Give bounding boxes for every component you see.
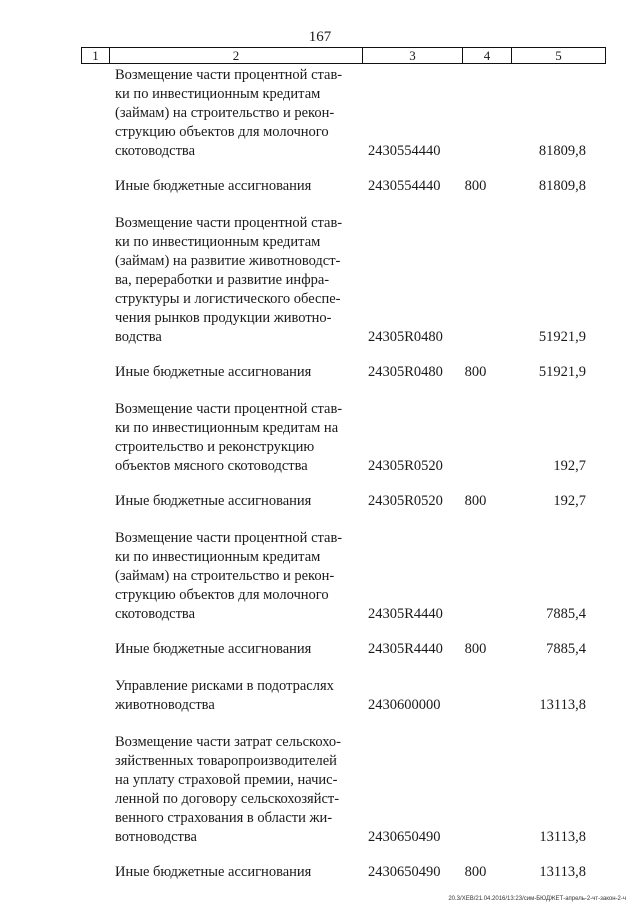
row-code: 24305R0480 [368,329,443,345]
row-code: 24305R0480 [368,364,443,380]
row-code: 2430554440 [368,143,441,159]
table-row [115,529,590,624]
table-row [115,66,590,161]
header-col-2: 2 [110,48,363,63]
header-col-4: 4 [463,48,512,63]
row-type: 800 [464,641,487,657]
row-code: 24305R0520 [368,493,443,509]
row-description: Иные бюджетные ассигнования [115,641,312,657]
row-description: Возмещение части процентной став- ки по инвестиционным кредитам (займам) на строительство и рекон- струкцию объектов для молочного скотоводства [115,67,343,159]
table-row [115,363,590,382]
row-code: 2430650490 [368,864,441,880]
row-type: 800 [464,864,487,880]
table-row [115,640,590,659]
row-code: 24305R4440 [368,641,443,657]
row-type: 800 [464,178,487,194]
table-row [115,492,590,511]
row-description: Возмещение части процентной став- ки по инвестиционным кредитам (займам) на строительство и рекон- струкцию объектов для молочного скотоводства [115,530,343,622]
row-amount: 7885,4 [546,606,586,622]
row-amount: 81809,8 [538,143,586,159]
row-amount: 192,7 [553,458,586,474]
header-col-1: 1 [82,48,110,63]
row-code: 24305R0520 [368,458,443,474]
budget-table-body [115,66,590,882]
row-amount: 51921,9 [538,364,586,380]
header-col-5: 5 [555,48,562,63]
row-description: Возмещение части процентной став- ки по инвестиционным кредитам на строительство и реконструкцию объектов мясного скотоводства [115,401,343,474]
row-type: 800 [464,364,487,380]
table-row [115,177,590,196]
row-description: Возмещение части процентной став- ки по инвестиционным кредитам (займам) на развитие животноводст- ва, переработки и развитие инфра- структуры и логистического обеспе- чения рынков продукции животно- водства [115,215,343,345]
table-row [115,677,590,715]
row-code: 2430554440 [368,178,441,194]
table-row [115,400,590,476]
row-code: 24305R4440 [368,606,443,622]
header-col-3: 3 [363,48,463,63]
table-row [115,863,590,882]
row-description: Иные бюджетные ассигнования [115,493,312,509]
row-amount: 192,7 [553,493,586,509]
row-amount: 13113,8 [539,864,586,880]
row-description: Иные бюджетные ассигнования [115,364,312,380]
table-header [81,47,606,64]
document-footer-stamp: 20.3/ХЕВ/21.04.2016/13:23/сим-БЮДЖЕТ-апрель-2-чт-закон-2-ч [448,896,626,902]
row-amount: 7885,4 [546,641,586,657]
row-description: Иные бюджетные ассигнования [115,864,312,880]
row-description: Иные бюджетные ассигнования [115,178,312,194]
row-type: 800 [464,493,487,509]
row-amount: 13113,8 [539,829,586,845]
row-amount: 13113,8 [539,697,586,713]
row-code: 2430650490 [368,829,441,845]
table-row [115,214,590,347]
row-description: Управление рисками в подотраслях животноводства [115,678,334,713]
row-code: 2430600000 [368,697,441,713]
table-row [115,733,590,847]
row-description: Возмещение части затрат сельскохо- зяйственных товаропроизводителей на уплату страховой премии, начис- ленной по договору сельскохозяйст- венного страхования в области жи- вотноводства [115,734,342,845]
row-amount: 81809,8 [538,178,586,194]
row-amount: 51921,9 [538,329,586,345]
page-number: 167 [308,29,332,45]
